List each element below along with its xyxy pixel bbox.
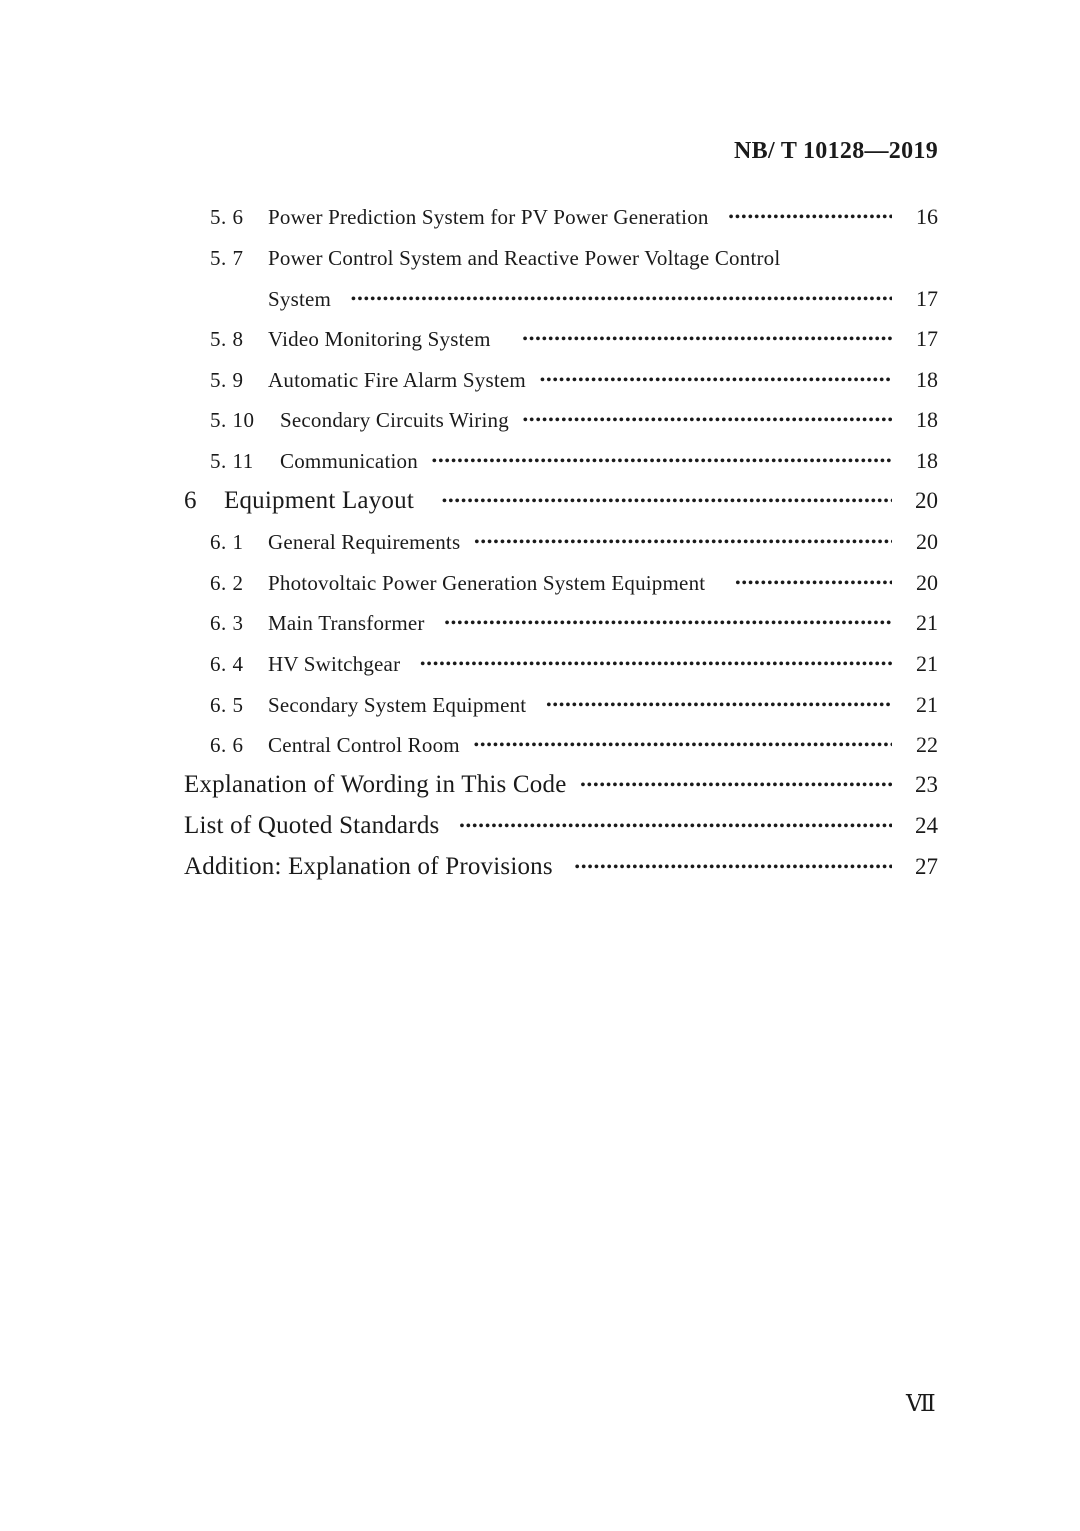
toc-entry-page: 17 xyxy=(916,286,938,311)
toc-entry-page: 27 xyxy=(915,854,938,879)
dot-leader xyxy=(420,648,892,682)
dot-leader xyxy=(523,404,892,438)
toc-entry-title: Main Transformer xyxy=(268,611,425,635)
toc-entry-title: Explanation of Wording in This Code xyxy=(184,771,567,798)
toc-entry-number: 6. 4 xyxy=(210,652,244,676)
toc-entry-title: Central Control Room xyxy=(268,733,460,757)
toc-entry-page: 24 xyxy=(915,813,938,838)
toc-backmatter-entry[interactable] xyxy=(184,850,938,884)
toc-entry-title: Video Monitoring System xyxy=(268,327,491,351)
toc-entry[interactable] xyxy=(210,200,938,234)
dot-leader xyxy=(735,567,892,601)
toc-entry-page: 21 xyxy=(916,692,938,717)
toc-entry-number: 6. 2 xyxy=(210,571,244,595)
toc-entry[interactable] xyxy=(210,241,938,275)
dot-leader xyxy=(432,445,892,479)
dot-leader xyxy=(351,283,892,317)
toc-entry-continuation[interactable] xyxy=(268,282,938,316)
dot-leader xyxy=(729,201,892,235)
dot-leader xyxy=(445,607,892,641)
toc-entry-page: 18 xyxy=(916,448,938,473)
toc-entry-number: 6. 1 xyxy=(210,530,244,554)
toc-entry-page: 18 xyxy=(916,407,938,432)
toc-entry-page: 22 xyxy=(916,732,938,757)
toc-entry[interactable] xyxy=(210,363,938,397)
toc-entry-number: 5. 8 xyxy=(210,327,244,351)
toc-entry-page: 17 xyxy=(916,326,938,351)
toc-entry[interactable] xyxy=(210,525,938,559)
toc-entry[interactable] xyxy=(210,444,938,478)
toc-entry-number: 5. 7 xyxy=(210,246,244,270)
toc-entry-number: 6. 5 xyxy=(210,693,244,717)
toc-backmatter-entry[interactable] xyxy=(184,809,938,843)
toc-entry-title: Equipment Layout xyxy=(224,487,414,514)
toc-entry-page: 20 xyxy=(916,529,938,554)
toc-entry[interactable] xyxy=(210,728,938,762)
toc-entry-title: List of Quoted Standards xyxy=(184,812,440,839)
toc-entry[interactable] xyxy=(210,322,938,356)
toc-entry-page: 20 xyxy=(916,570,938,595)
page-folio: Ⅶ xyxy=(906,1391,934,1416)
dot-leader xyxy=(459,810,892,844)
toc-chapter-entry[interactable] xyxy=(184,484,938,518)
toc-entry-title: Addition: Explanation of Provisions xyxy=(184,853,553,880)
toc-entry-number: 6 xyxy=(184,487,197,514)
dot-leader xyxy=(474,729,892,763)
document-code: NB/ T 10128—2019 xyxy=(734,138,938,164)
toc-entry-page: 21 xyxy=(916,651,938,676)
toc-entry[interactable] xyxy=(210,606,938,640)
toc-entry[interactable] xyxy=(210,403,938,437)
toc-entry-page: 23 xyxy=(915,772,938,797)
toc-entry-page: 21 xyxy=(916,610,938,635)
toc-entry-number: 5. 11 xyxy=(210,449,254,473)
toc-entry[interactable] xyxy=(210,647,938,681)
toc-entry-number: 6. 6 xyxy=(210,733,244,757)
toc-entry[interactable] xyxy=(210,566,938,600)
toc-entry-title: General Requirements xyxy=(268,530,461,554)
toc-entry-title: HV Switchgear xyxy=(268,652,401,676)
toc-entry[interactable] xyxy=(210,688,938,722)
toc-entry-number: 5. 9 xyxy=(210,368,244,392)
toc-entry-title: Photovoltaic Power Generation System Equipment xyxy=(268,571,706,595)
toc-backmatter-entry[interactable] xyxy=(184,768,938,802)
toc-entry-title: Communication xyxy=(280,449,418,473)
toc-entry-page: 18 xyxy=(916,367,938,392)
dot-leader xyxy=(474,526,892,560)
toc-entry-number: 5. 6 xyxy=(210,205,244,229)
toc-entry-title: Secondary Circuits Wiring xyxy=(280,408,509,432)
toc-entry-title: Automatic Fire Alarm System xyxy=(268,368,526,392)
toc-entry-page: 16 xyxy=(916,204,938,229)
toc-entry-title: Power Control System and Reactive Power Voltage Control xyxy=(268,246,781,270)
toc-entry-title: Power Prediction System for PV Power Generation xyxy=(268,205,709,229)
dot-leader xyxy=(575,851,892,885)
toc-entry-number: 5. 10 xyxy=(210,408,255,432)
dot-leader xyxy=(581,769,892,803)
toc-entry-number: 6. 3 xyxy=(210,611,244,635)
toc-entry-title: System xyxy=(268,287,332,311)
dot-leader xyxy=(546,689,892,723)
toc-entry-page: 20 xyxy=(915,488,938,513)
dot-leader xyxy=(442,485,892,519)
toc-entry-title: Secondary System Equipment xyxy=(268,693,527,717)
dot-leader xyxy=(523,323,892,357)
dot-leader xyxy=(540,364,892,398)
